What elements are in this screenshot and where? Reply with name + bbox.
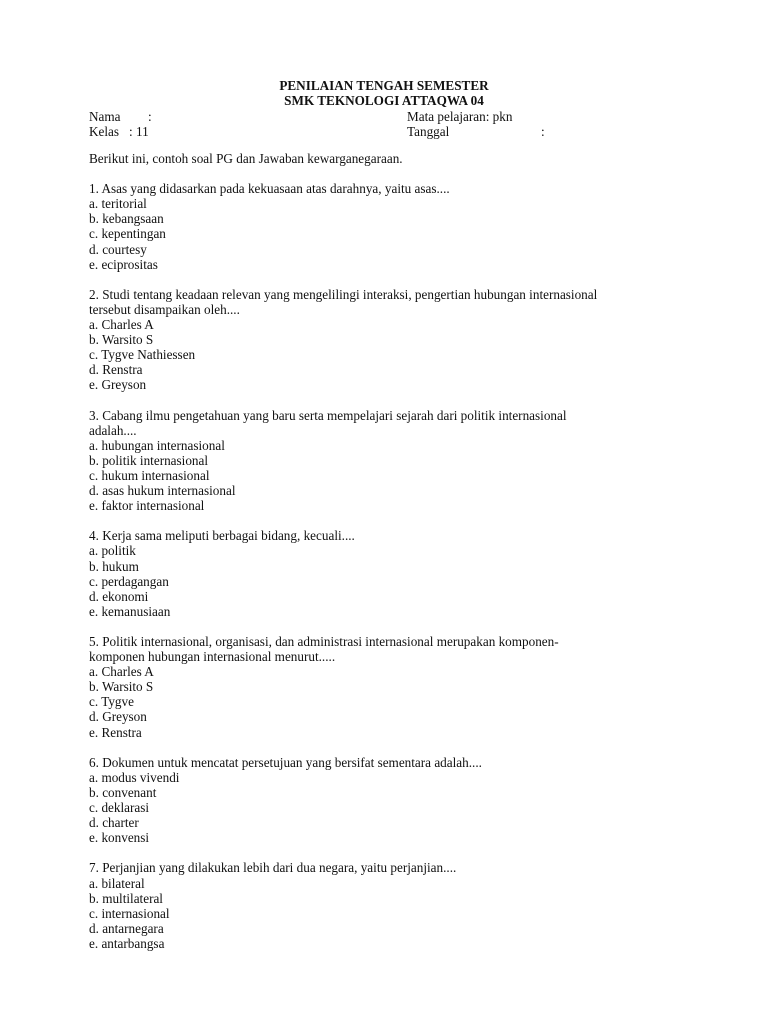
answer-option: d. Renstra (89, 362, 143, 378)
answer-option: d. Greyson (89, 709, 147, 725)
answer-option: a. Charles A (89, 317, 154, 333)
answer-option: c. kepentingan (89, 226, 166, 242)
question-6 (89, 755, 689, 846)
question-7 (89, 860, 689, 951)
answer-option: e. kemanusiaan (89, 603, 171, 619)
document-title: PENILAIAN TENGAH SEMESTER (279, 78, 489, 93)
answer-option: b. multilateral (89, 890, 163, 906)
answer-option: a. hubungan internasional (89, 437, 225, 453)
question-text: 3. Cabang ilmu pengetahuan yang baru serta mempelajari sejarah dari politik internasional (89, 407, 567, 423)
question-text: 4. Kerja sama meliputi berbagai bidang, kecuali.... (89, 528, 355, 544)
answer-option: c. deklarasi (89, 800, 150, 816)
answer-option: a. modus vivendi (89, 769, 180, 785)
answer-option: e. faktor internasional (89, 498, 205, 514)
question-5 (89, 634, 689, 740)
answer-option: b. politik internasional (89, 452, 209, 468)
question-text: adalah.... (89, 422, 137, 438)
answer-option: e. Renstra (89, 724, 142, 740)
answer-option: b. convenant (89, 784, 157, 800)
tanggal-label: Tanggal (407, 124, 450, 139)
question-text: 2. Studi tentang keadaan relevan yang mengelilingi interaksi, pengertian hubungan internasional (89, 286, 598, 302)
answer-option: c. internasional (89, 905, 170, 921)
question-text: tersebut disampaikan oleh.... (89, 301, 240, 317)
answer-option: a. politik (89, 543, 136, 559)
answer-option: a. teritorial (89, 196, 147, 212)
answer-option: b. Warsito S (89, 679, 154, 695)
answer-option: c. Tygve (89, 694, 134, 710)
answer-option: a. Charles A (89, 664, 154, 680)
kelas-label: Kelas (89, 124, 120, 139)
answer-option: b. hukum (89, 558, 139, 574)
answer-option: b. kebangsaan (89, 211, 164, 227)
answer-option: b. Warsito S (89, 332, 154, 348)
question-2 (89, 287, 689, 393)
question-text: komponen hubungan internasional menurut..... (89, 649, 336, 665)
question-list (89, 151, 689, 966)
question-text: 1. Asas yang didasarkan pada kekuasaan atas darahnya, yaitu asas.... (89, 181, 450, 197)
answer-option: e. konvensi (89, 830, 150, 846)
question-text: 6. Dokumen untuk mencatat persetujuan yang bersifat sementara adalah.... (89, 754, 482, 770)
answer-option: c. Tygve Nathiessen (89, 347, 196, 363)
answer-option: d. charter (89, 815, 139, 831)
kelas-value: : 11 (129, 124, 149, 139)
nama-label: Nama (89, 109, 121, 124)
question-3 (89, 408, 689, 514)
question-text: 5. Politik internasional, organisasi, dan administrasi internasional merupakan komponen- (89, 634, 559, 649)
answer-option: d. courtesy (89, 241, 147, 257)
nama-separator: : (148, 109, 152, 124)
answer-option: c. perdagangan (89, 573, 169, 589)
answer-option: a. bilateral (89, 875, 145, 891)
answer-option: e. eciprositas (89, 256, 158, 272)
answer-option: d. ekonomi (89, 588, 149, 604)
question-1 (89, 181, 689, 272)
answer-option: c. hukum internasional (89, 467, 210, 483)
answer-option: d. antarnegara (89, 920, 164, 936)
answer-option: e. antarbangsa (89, 935, 165, 951)
mata-pelajaran: Mata pelajaran: pkn (407, 109, 513, 124)
answer-option: e. Greyson (89, 377, 147, 393)
intro-text: Berikut ini, contoh soal PG dan Jawaban kewarganegaraan. (89, 151, 403, 166)
answer-option: d. asas hukum internasional (89, 483, 236, 499)
question-text: 7. Perjanjian yang dilakukan lebih dari dua negara, yaitu perjanjian.... (89, 860, 457, 876)
school-name: SMK TEKNOLOGI ATTAQWA 04 (284, 93, 484, 108)
tanggal-separator: : (541, 124, 545, 139)
question-4 (89, 528, 689, 619)
